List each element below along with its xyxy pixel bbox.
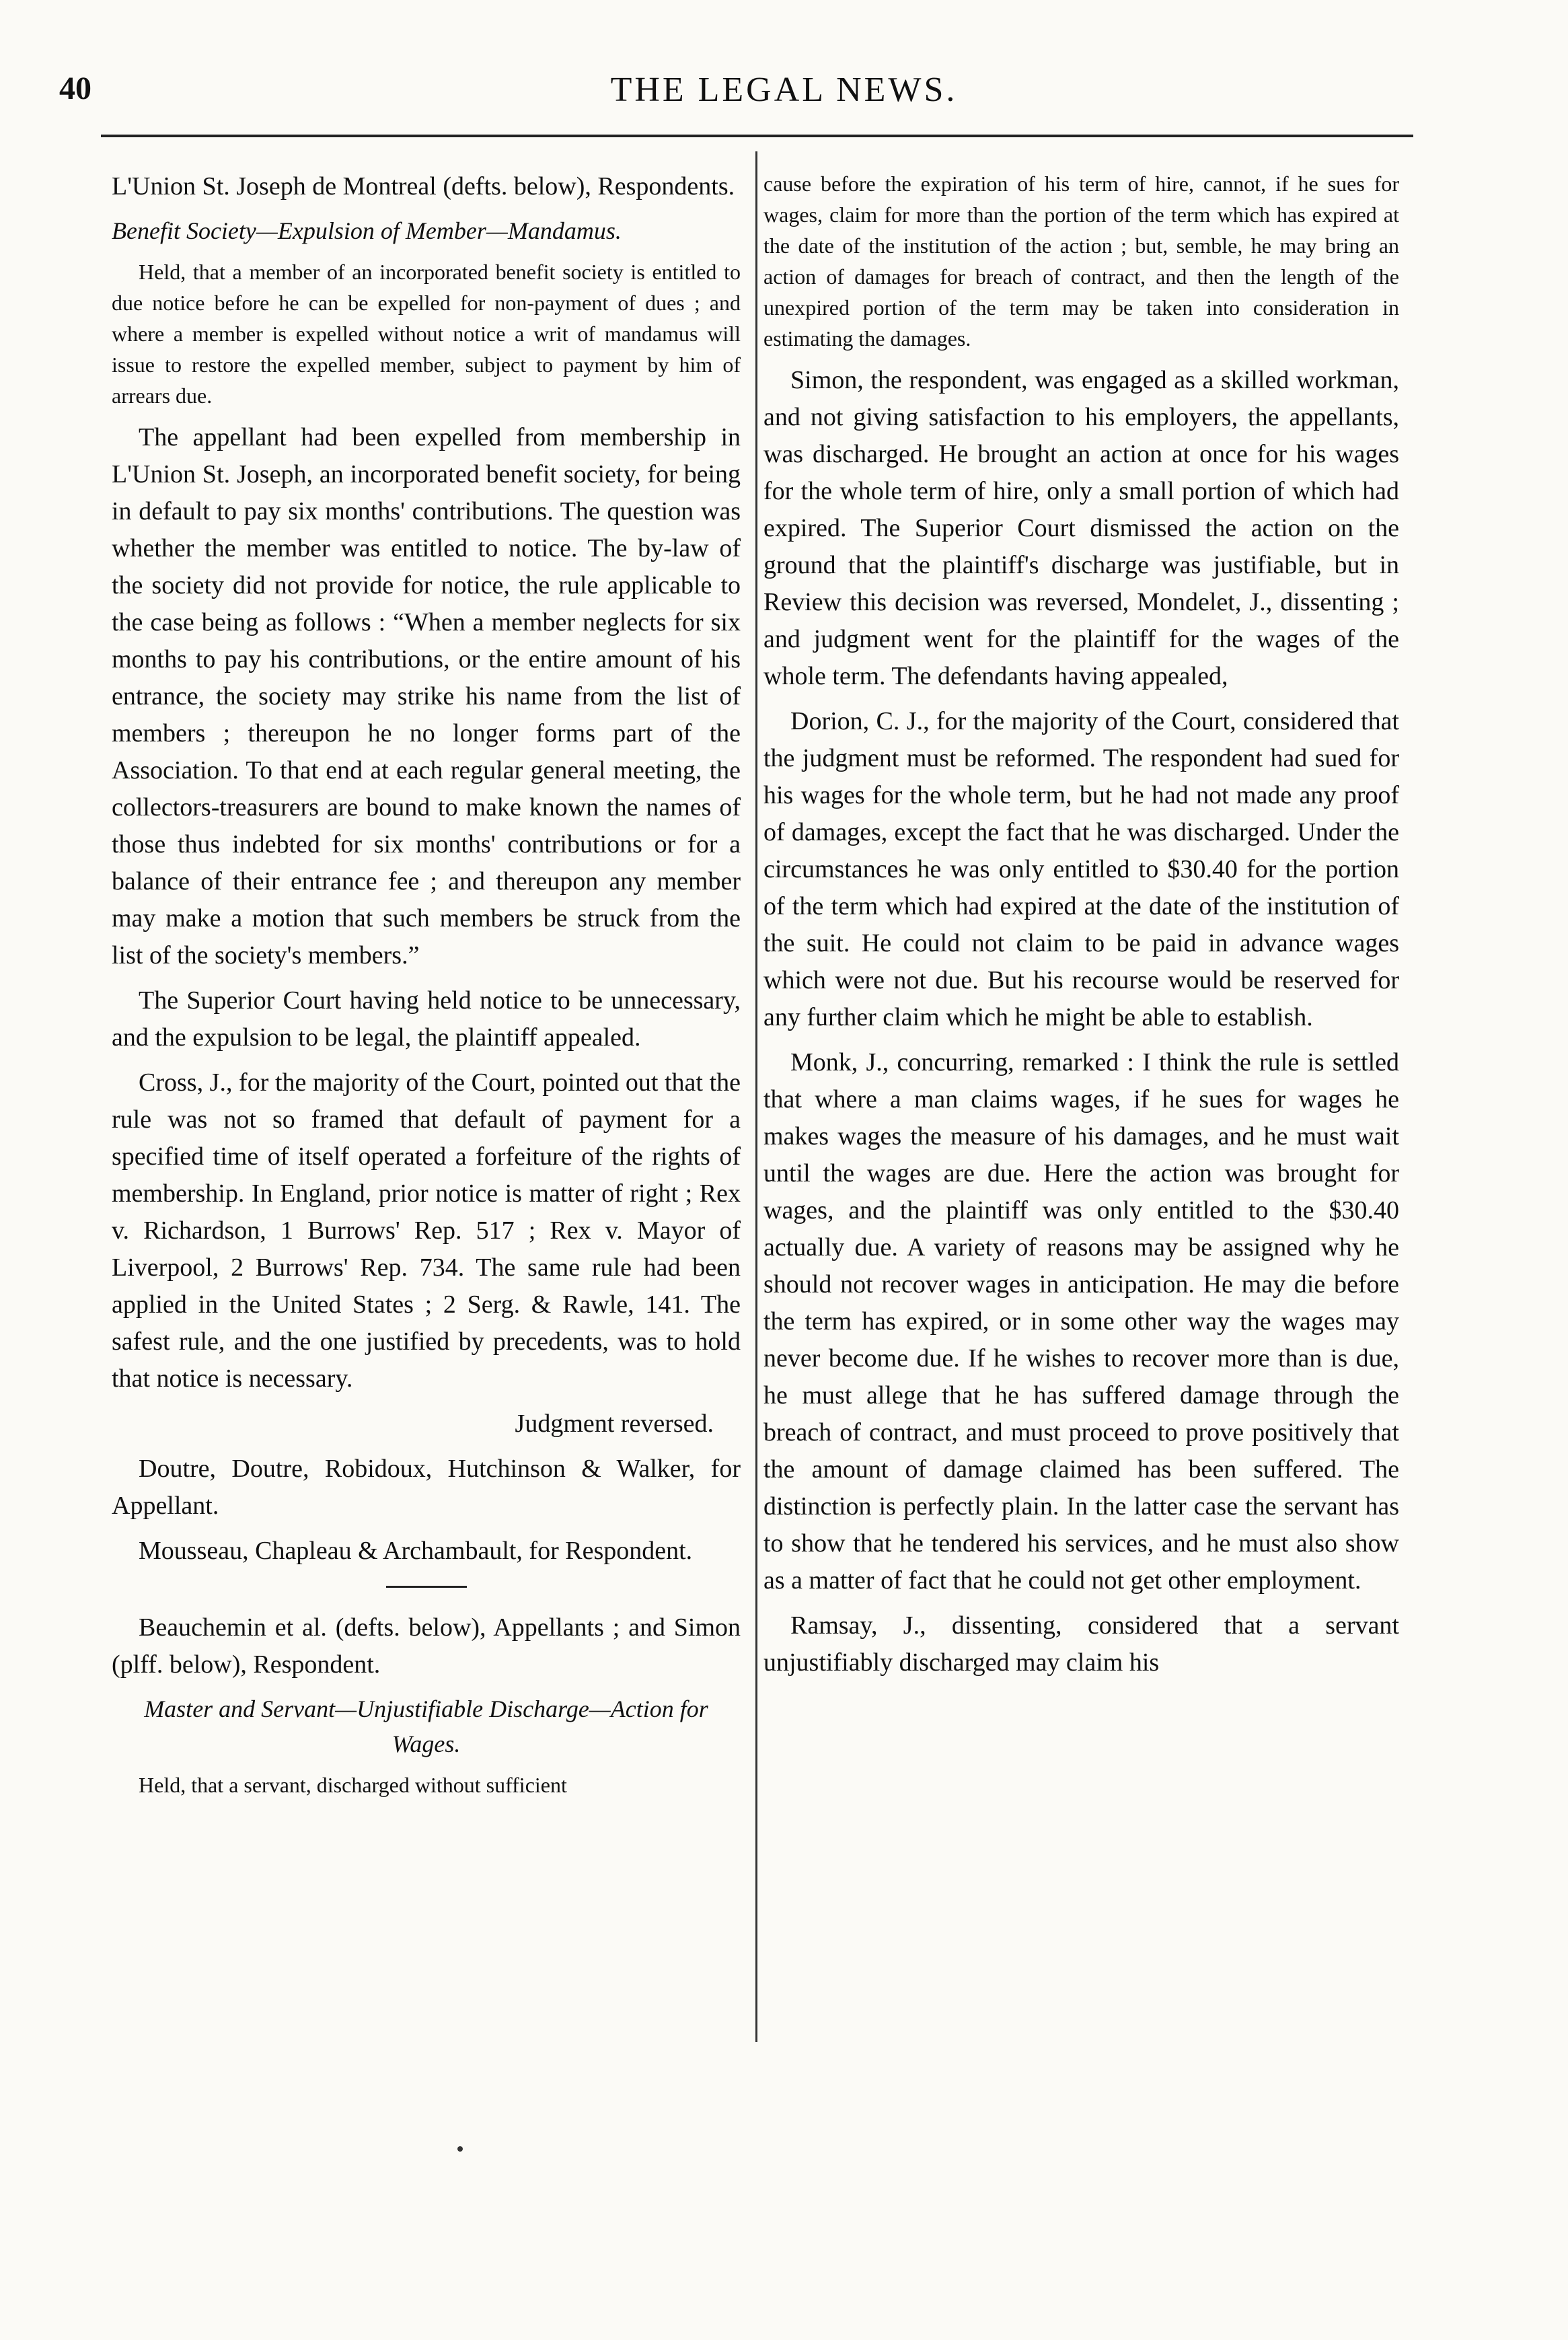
page-mark	[457, 2146, 463, 2152]
case1-counsel-respondent: Mousseau, Chapleau & Archambault, for Respondent.	[139, 1537, 693, 1565]
case1-topic: Benefit Society—Expulsion of Member—Mandamus.	[112, 217, 622, 244]
page-number: 40	[59, 71, 91, 106]
case2-paragraph-4: Ramsay, J., dissenting, considered that a servant unjustifiably discharged may claim his	[763, 1611, 1399, 1677]
case1-held: Held, that a member of an incorporated benefit society is entitled to due notice before he can be expelled for non-payment of dues ; and where a member is expelled without notice a writ of mandamus will issue to restore the expelled member, subject to payment by him of arrears due.	[112, 260, 741, 408]
running-title: THE LEGAL NEWS.	[610, 71, 958, 109]
case1-paragraph-3: Cross, J., for the majority of the Court, pointed out that the rule was not so framed that default of payment for a specified time of itself operated a forfeiture of the rights of membership. In England, prior notice is matter of right ; Rex v. Richardson, 1 Burrows' Rep. 517 ; Rex v. Mayor of Liverpool, 2 Burrows' Rep. 734. The same rule had been applied in the United States ; 2 Serg. & Rawle, 141. The safest rule, and the one justified by precedents, was to hold that notice is necessary.	[112, 1068, 741, 1393]
right-column	[763, 168, 1399, 1689]
case2-paragraph-3: Monk, J., concurring, remarked : I think the rule is settled that where a man claims wages, if he sues for wages he makes wages the measure of his damages, and he must wait until the wages are due. Here the action was brought for wages, and the plaintiff was only entitled to the $30.40 actually due. A variety of reasons may be assigned why he should not recover wages in anticipation. He may die before the term has expired, or in some other way the wages may never become due. If he wishes to recover more than is due, he must allege that he has suffered damage through the breach of contract, and must proceed to prove positively that the amount of damage claimed has been suffered. The distinction is perfectly plain. In the latter case the servant has to show that he tendered his services, and he must also show as a matter of fact that he could not get other employment.	[763, 1048, 1399, 1595]
case1-counsel-appellant: Doutre, Doutre, Robidoux, Hutchinson & Walker, for Appellant.	[112, 1455, 741, 1520]
header-rule	[101, 135, 1413, 137]
column-divider	[755, 151, 757, 2042]
case2-held-continued: cause before the expiration of his term of hire, cannot, if he sues for wages, claim for more than the portion of the term which has expired at the date of the institution of the action ; but, semble, he may bring an action of damages for breach of contract, and then the length of the unexpired portion of the term may be taken into consideration in estimating the damages.	[763, 172, 1399, 351]
case2-paragraph-1: Simon, the respondent, was engaged as a skilled workman, and not giving satisfaction to his employers, the appellants, was discharged. He brought an action at once for his wages for the whole term of hire, only a small portion of which had expired. The Superior Court dismissed the action on the ground that the plaintiff's discharge was justifiable, but in Review this decision was reversed, Mondelet, J., dissenting ; and judgment went for the plaintiff for the wages of the whole term. The defendants having appealed,	[763, 366, 1399, 690]
case-separator	[386, 1586, 467, 1588]
left-column	[112, 168, 741, 1808]
case1-judgment: Judgment reversed.	[515, 1410, 714, 1438]
case1-caption: L'Union St. Joseph de Montreal (defts. below), Respondents.	[112, 172, 735, 200]
case2-topic: Master and Servant—Unjustifiable Discharge—Action for Wages.	[144, 1695, 708, 1757]
case2-held-start: Held, that a servant, discharged without sufficient	[139, 1773, 567, 1797]
case1-paragraph-1: The appellant had been expelled from membership in L'Union St. Joseph, an incorporated benefit society, for being in default to pay six months' contributions. The question was whether the member was entitled to notice. The by-law of the society did not provide for notice, the rule applicable to the case being as follows : “When a member neglects for six months to pay his contributions, or the entire amount of his entrance, the society may strike his name from the list of members ; thereupon he no longer forms part of the Association. To that end at each regular general meeting, the collectors-treasurers are bound to make known the names of those thus indebted for six months' contributions or for a balance of their entrance fee ; and thereupon any member may make a motion that such members be struck from the list of the society's members.”	[112, 423, 741, 970]
case2-caption: Beauchemin et al. (defts. below), Appellants ; and Simon (plff. below), Respondent.	[112, 1613, 741, 1679]
case2-paragraph-2: Dorion, C. J., for the majority of the Court, considered that the judgment must be reformed. The respondent had sued for his wages for the whole term, but he had not made any proof of damages, except the fact that he was discharged. Under the circumstances he was only entitled to $30.40 for the portion of the term which had expired at the date of the institution of the suit. He could not claim to be paid in advance wages which were not due. But his recourse would be reserved for any further claim which he might be able to establish.	[763, 707, 1399, 1031]
case1-paragraph-2: The Superior Court having held notice to be unnecessary, and the expulsion to be legal, the plaintiff appealed.	[112, 986, 741, 1052]
